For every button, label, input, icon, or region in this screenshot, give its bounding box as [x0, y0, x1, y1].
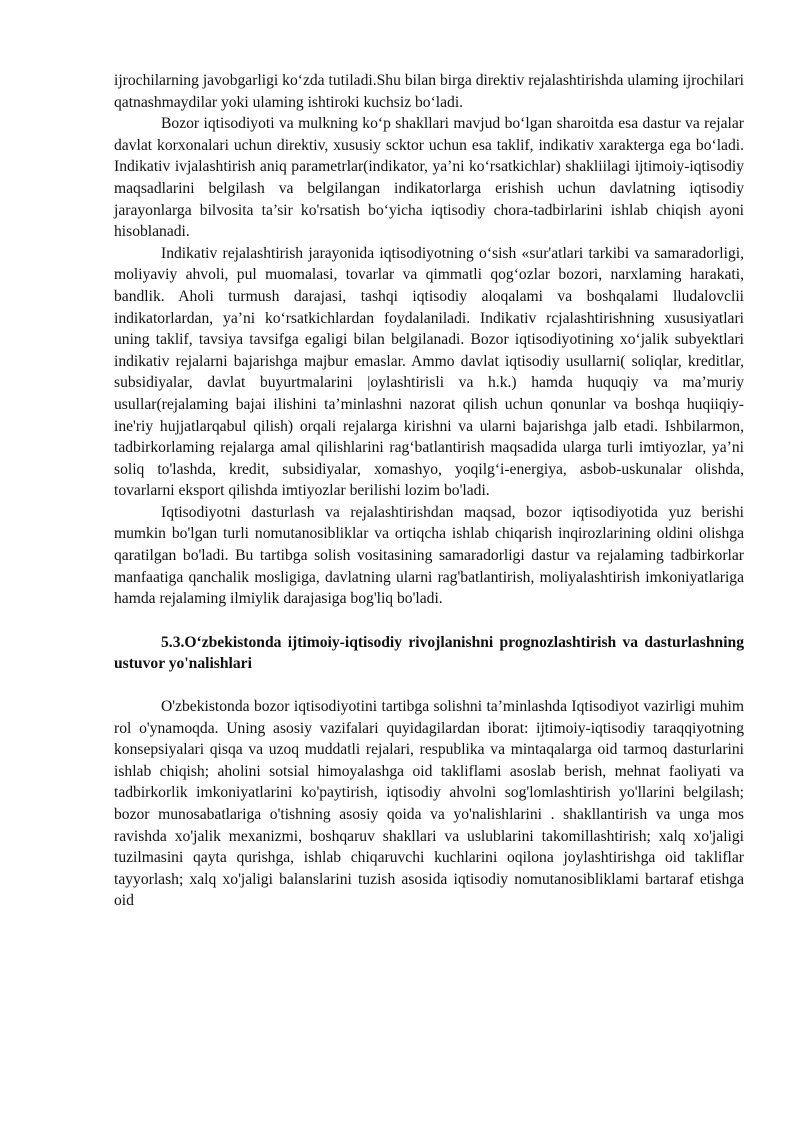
paragraph-programming-goal: Iqtisodiyotni dasturlash va rejalashtirishdan maqsad, bozor iqtisodiyotida yuz berishi mumkin bo'lgan turli nomutanosibliklar va ortiqcha ishlab chiqarish inqirozlarining oldini olishga qaratilgan bo'ladi. Bu tartibga solish vositasining samaradorligi dastur va rejalaming tadbirkorlar manfaatiga qanchalik mosligiga, davlatning ularni rag'batlantirish, moliyalashtirish imkoniyatlariga hamda rejalaming ilmiylik darajasiga bog'liq bo'ladi. [114, 503, 744, 608]
paragraph-market-economy: Bozor iqtisodiyoti va mulkning ko‘p shakllari mavjud bo‘lgan sharoitda esa dastur va rejalar davlat korxonalari uchun direktiv, xususiy scktor uchun esa taklif, indikativ xarakterga ega bo‘ladi. Indikativ ivjalashtirish aniq parametrlar(indikator, ya’ni ko‘rsatkichlar) shakliilagi ijtimoiy-iqtisodiy maqsadlarini belgilash va belgilangan indikatorlarga erishish uchun davlatning iqtisodiy jarayonlarga bilvosita ta’sir ko'rsatish bo‘yicha iqtisodiy chora-tadbirlarini ishlab chiqish ayoni hisoblanadi. [114, 115, 744, 241]
paragraph-indicative-planning: Indikativ rejalashtirish jarayonida iqtisodiyotning o‘sish «sur'atlari tarkibi va samaradorligi, moliyaviy ahvoli, pul muomalasi, tovarlar va qimmatli qog‘ozlar bozori, narxlaming harakati, bandlik. Aholi turmush darajasi, tashqi iqtisodiy aloqalami va boshqalami lludalovclii indikatorlardan, ya’ni ko‘rsatkichlardan foydalaniladi. Indikativ rcjalashtirishning xususiyatlari uning taklif, tavsiya tavsifga egaligi bilan belgilanadi. Bozor iqtisodiyotining xo‘jalik subyektlari indikativ rejalarni bajarishga majbur emaslar. Ammo davlat iqtisodiy usullarni( soliqlar, kreditlar, subsidiyalar, davlat buyurtmalarini |oylashtirisli va h.k.) hamda huquqiy va ma’muriy usullar(rejalaming bajai ilishini ta’minlashni nazorat qilish uchun qonunlar va boshqa huqiiqiy-ine'riy hujjatlarqabul qilish) orqali rejalarga kirishni va ularni bajarishga jalb etadi. Ishbilarmon, tadbirkorlaming rejalarga amal qilishlarini rag‘batlantirish maqsadida ularga turli imtiyozlar, ya’ni soliq to'lashda, kredit, subsidiyalar, xomashyo, yoqilg‘i-energiya, asbob-uskunalar olishda, tovarlarni eksport qilishda imtiyozlar berilishi lozim bo'ladi. [114, 244, 744, 500]
paragraph-ministry-role: O'zbekistonda bozor iqtisodiyotini tartibga solishni ta’minlashda Iqtisodiyot vazirligi muhim rol o'ynamoqda. Uning asosiy vazifalari quyidagilardan iborat: ijtimoiy-iqtisodiy taraqqiyotning konsepsiyalari qisqa va uzoq muddatli rejalari, respublika va mintaqalarga oid tarmoq dasturlarini ishlab chiqish; aholini sotsial himoyalashga oid takliflami asoslab berish, mehnat faoliyati va tadbirkorlik imkoniyatlarini ko'paytirish, iqtisodiy ahvolni sog'lomlashtirish yo'llarini belgilash; bozor munosabatlariga o'tishning asosiy qoida va yo'nalishlarini . shakllantirish va unga mos ravishda xo'jalik mexanizmi, boshqaruv shakllari va uslublarini takomillashtirish; xalq xo'jaligi tuzilmasini qayta qurishga, ishlab chiqaruvchi kuchlarini oqilona joylashtirishga oid takliflar tayyorlash; xalq xo'jaligi balanslarini tuzish asosida iqtisodiy nomutanosibliklami bartaraf etishga oid [114, 698, 744, 910]
paragraph-continuation: ijrochilarning javobgarligi ko‘zda tutiladi.Shu bilan birga direktiv rejalashtirishda ulaming ijrochilari qatnashmaydilar yoki ulaming ishtiroki kuchsiz bo‘ladi. [114, 72, 744, 111]
section-heading: 5.3.O‘zbekistonda ijtimoiy-iqtisodiy rivojlanishni prognozlashtirish va dasturlashning ustuvor yo'nalishlari [114, 633, 744, 673]
